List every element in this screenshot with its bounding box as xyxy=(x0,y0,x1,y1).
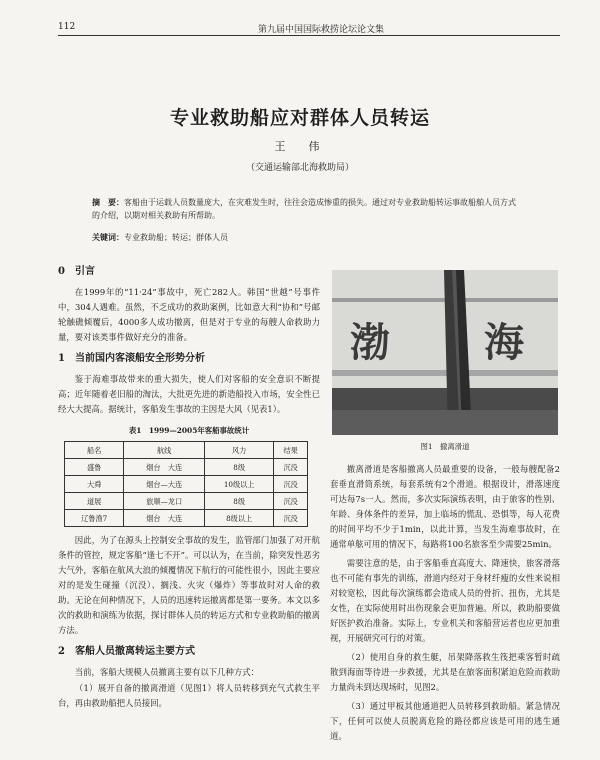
keywords xyxy=(92,232,522,243)
section-heading-intro: 0 引言 xyxy=(58,266,95,277)
abstract xyxy=(92,196,522,222)
table-row xyxy=(65,510,308,527)
table-cell: 辽鲁渔7 xyxy=(65,510,124,527)
table-cell: 沉没 xyxy=(274,459,308,476)
table-cell: 烟台—大连 xyxy=(124,476,205,493)
table-row xyxy=(65,476,308,493)
paragraph: 因此，为了在源头上控制安全事故的发生，监管部门加强了对开航条件的管控，规定客船“逢七不开”。可以认为，在当前，除突发性恶劣大气外，客船在航风大浪的倾覆情况下航行的可能性很小，因此主要应对的是发生碰撞（沉没）、搁浅、火灾（爆炸）等事故时对人命的救助。无论在何种情况下，人员的迅速转运撤离都是第一要务。本文以多次的救助和演练为依据，探讨群体人员的转运方式和专业救助船的撤离方法。 xyxy=(58,535,320,635)
table-cell: 8级 xyxy=(205,459,274,476)
abstract-label: 摘 要： xyxy=(92,197,124,207)
paragraph: 撤离滑道是客船撤离人员最重要的设备，一般每艘配备2套垂直滑筒系统，每套系统有2个滑道。根据设计，滑落速度可达每7s一人。然而，多次实际演练表明，由于旅客的性别、年龄、身体条件的差异，加上临场的慌乱、恐惧等，每人花费的时间平均不少于1min，以此计算，当发生海难事故时，在通常单舷可用的情况下，每路将100名旅客至少需要25min。 xyxy=(330,464,560,549)
table-caption: 表1 1999—2005年客船事故统计 xyxy=(128,426,250,435)
section-heading-evacuation: 2 客船人员撤离转运主要方式 xyxy=(58,646,195,657)
abstract-text: 客船由于运载人员数量庞大，在灾难发生时，往往会造成惨重的损失。通过对专业救助船转运事故船舶人员方式的介绍，以期对相关救助有所帮助。 xyxy=(92,198,516,220)
paragraph: 在1999年的“11·24”事故中，死亡282人。韩国“世越”号事件中，304人遇难。虽然，不乏成功的救助案例，比如意大利“协和”号邮轮触礁倾覆后，4000多人成功撤离，但是对于专业的每艘人命救助力量，要对该类事件做好充分的准备。 xyxy=(58,287,320,342)
hull-lettering: 渤 xyxy=(350,319,390,366)
table-cell: 8级 xyxy=(205,493,274,510)
paper-title: 专业救助船应对群体人员转运 xyxy=(169,107,430,129)
table-cell: 旅顺—龙口 xyxy=(124,493,205,510)
table-row xyxy=(65,459,308,476)
author: 王 伟 xyxy=(274,140,326,153)
ship-hull-photo xyxy=(332,270,558,435)
page-number: 112 xyxy=(58,22,76,32)
table-cell: 沉没 xyxy=(274,510,308,527)
table-cell: 8级以上 xyxy=(205,510,274,527)
table-cell: 10级以上 xyxy=(205,476,274,493)
table-cell: 烟台 大连 xyxy=(124,459,205,476)
journal-title: 第九届中国国际救捞论坛论文集 xyxy=(258,25,385,35)
table-header-cell: 航线 xyxy=(124,442,205,459)
table-header-cell: 风力 xyxy=(205,442,274,459)
table-header-cell: 结果 xyxy=(274,442,308,459)
keywords-text: 专业救助船；转运；群体人员 xyxy=(124,233,228,242)
table-1 xyxy=(58,423,320,527)
hull-lettering: 海 xyxy=(484,319,524,366)
paragraph: 鉴于海难事故带来的重大损失，使人们对客船的安全意识不断提高；近年随着老旧船的淘汰，大批更先进的新造船投入市场，安全性已经大大提高。据统计，客船发生事故的主因是大风（见表1）。 xyxy=(58,374,320,414)
figure-caption: 图1 撤离滑道 xyxy=(420,442,470,451)
table-cell: 烟台 大连 xyxy=(124,510,205,527)
table-cell: 盛鲁 xyxy=(65,459,124,476)
paragraph: 当前，客船大规模人员撤离主要有以下几种方式： xyxy=(74,667,260,677)
table-cell: 道展 xyxy=(65,493,124,510)
paragraph: （2）使用自身的救生艇，吊架降落救生筏把乘客暂时疏散到海面等待进一步救援，尤其是在旅客面积紧迫危险而救助力量尚未到达现场时，见图2。 xyxy=(330,652,560,692)
keywords-label: 关键词： xyxy=(92,232,124,242)
paragraph: （1）展开自备的撤离滑道（见图1）将人员转移到充气式救生平台，再由救助船把人员接回。 xyxy=(58,683,320,708)
accident-table xyxy=(64,441,308,527)
affiliation: （交通运输部北海救助局） xyxy=(245,163,354,173)
running-header xyxy=(58,22,560,36)
table-cell: 沉没 xyxy=(274,476,308,493)
table-header-cell: 船名 xyxy=(65,442,124,459)
figure-1-photo xyxy=(332,270,558,435)
paragraph: （3）通过甲板其他通道把人员转移到救助船。紧急情况下，任何可以使人员脱离危险的路径都应该是可用的逃生通道。 xyxy=(330,701,560,741)
paragraph: 需要注意的是，由于客船垂直高度大、降速快，旅客滑落也不可能有事先的训练，滑道内经对于身材纤瘦的女性来说相对较宽松，因此每次演练都会造成人员的骨折、扭伤，尤其是女性，在实际使用时出伤现象会更加普遍。所以，救助船要做好医护救治准备。实际上，专业机关和客船营运者也应更加重视，开展研究可行的对策。 xyxy=(330,558,560,643)
table-cell: 大舜 xyxy=(65,476,124,493)
table-header-row xyxy=(65,442,308,459)
left-column xyxy=(58,262,320,712)
right-column xyxy=(330,270,560,745)
section-heading-safety: 1 当前国内客滚船安全形势分析 xyxy=(58,353,205,364)
table-row xyxy=(65,493,308,510)
table-cell: 沉没 xyxy=(274,493,308,510)
